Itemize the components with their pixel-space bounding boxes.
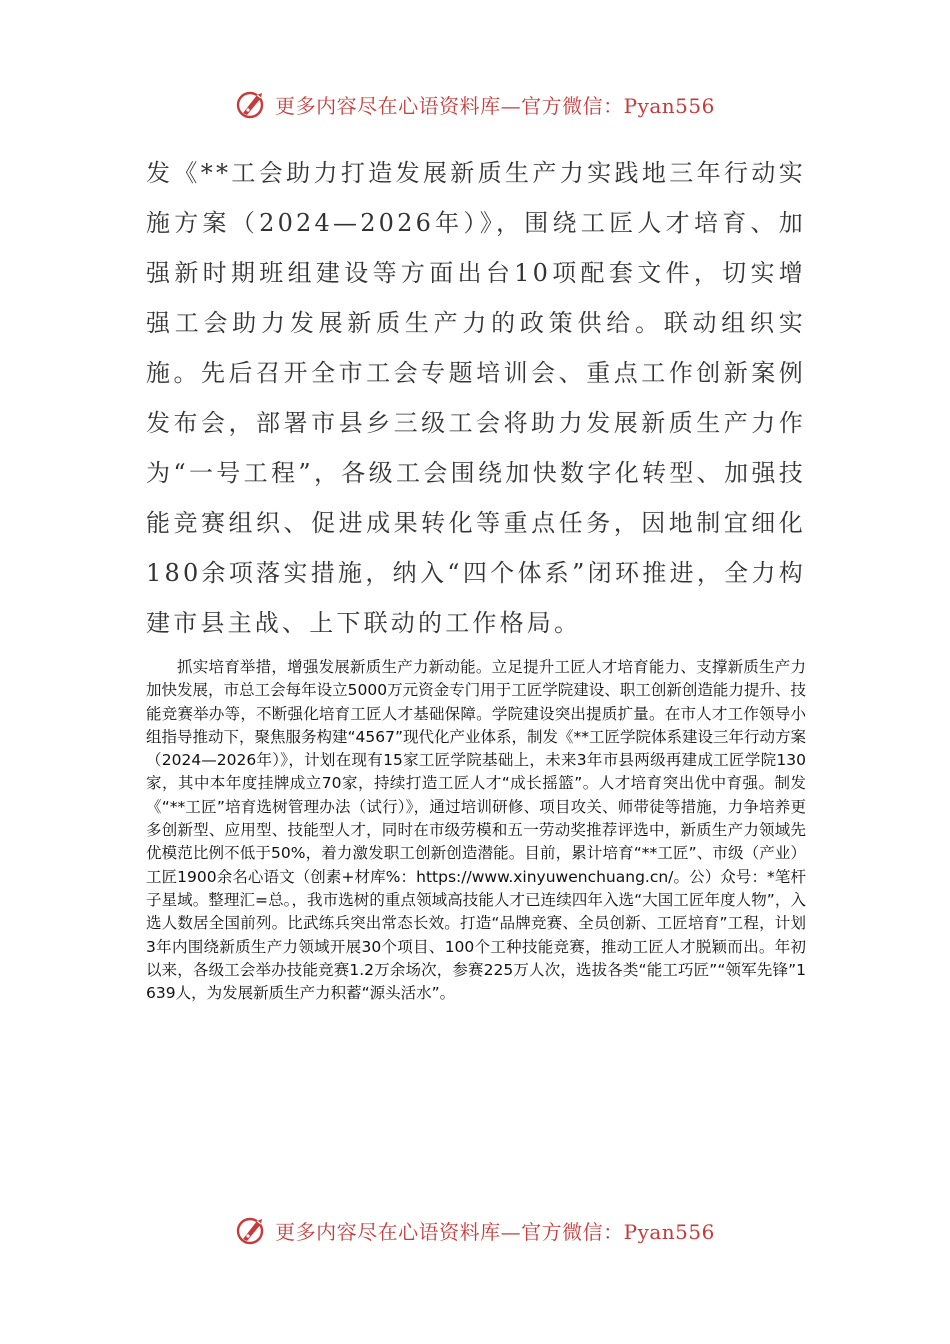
body-paragraph: 抓实培育举措，增强发展新质生产力新动能。立足提升工匠人才培育能力、支撑新质生产力加快发展，市总工会每年设立5000万元资金专门用于工匠学院建设、职工创新创造能力提升、技能竞赛举办等，不断强化培育工匠人才基础保障。学院建设突出提质扩量。在市人才工作领导小组指导推动下，聚焦服务构建“4567”现代化产业体系，制发《**工匠学院体系建设三年行动方案（2024—2026年）》，计划在现有15家工匠学院基础上，未来3年市县两级再建成工匠学院130家，其中本年度挂牌成立70家，持续打造工匠人才“成长摇篮”。人才培育突出优中育强。制发《“**工匠”培育选树管理办法（试行）》，通过培训研修、项目攻关、师带徒等措施，力争培养更多创新型、应用型、技能型人才，同时在市级劳模和五一劳动奖推荐评选中，新质生产力领域先优模范比例不低于50%，着力激发职工创新创造潜能。目前，累计培育“**工匠”、市级（产业）工匠1900余名心语文（创素+材库%：https://www.xinyuwenchuang.cn/。公）众号：*笔杆子星域。整理汇=总。，我市选树的重点领域高技能人才已连续四年入选“大国工匠年度人物”，入选人数居全国前列。比武练兵突出常态长效。打造“品牌竞赛、全员创新、工匠培育”工程，计划3年内围绕新质生产力领域开展30个项目、100个工种技能竞赛，推动工匠人才脱颖而出。年初以来，各级工会举办技能竞赛1.2万余场次，参赛225万人次，选拔各类“能工巧匠”“领军先锋”1639人，为发展新质生产力积蓄“源头活水”。	[146, 658, 807, 1003]
header-banner-text: 更多内容尽在心语资料库—官方微信：Pyan556	[275, 93, 715, 118]
pen-nib-logo-icon	[235, 1213, 269, 1247]
pen-nib-logo-icon	[235, 87, 269, 121]
footer-banner-text: 更多内容尽在心语资料库—官方微信：Pyan556	[275, 1219, 715, 1244]
footer-banner	[0, 1210, 950, 1250]
main-paragraph: 发《**工会助力打造发展新质生产力实践地三年行动实施方案（2024—2026年）》，围绕工匠人才培育、加强新时期班组建设等方面出台10项配套文件，切实增强工会助力发展新质生产力的政策供给。联动组织实施。先后召开全市工会专题培训会、重点工作创新案例发布会，部署市县乡三级工会将助力发展新质生产力作为“一号工程”，各级工会围绕加快数字化转型、加强技能竞赛组织、促进成果转化等重点任务，因地制宜细化180余项落实措施，纳入“四个体系”闭环推进，全力构建市县主战、上下联动的工作格局。	[146, 159, 806, 637]
header-banner	[0, 84, 950, 124]
